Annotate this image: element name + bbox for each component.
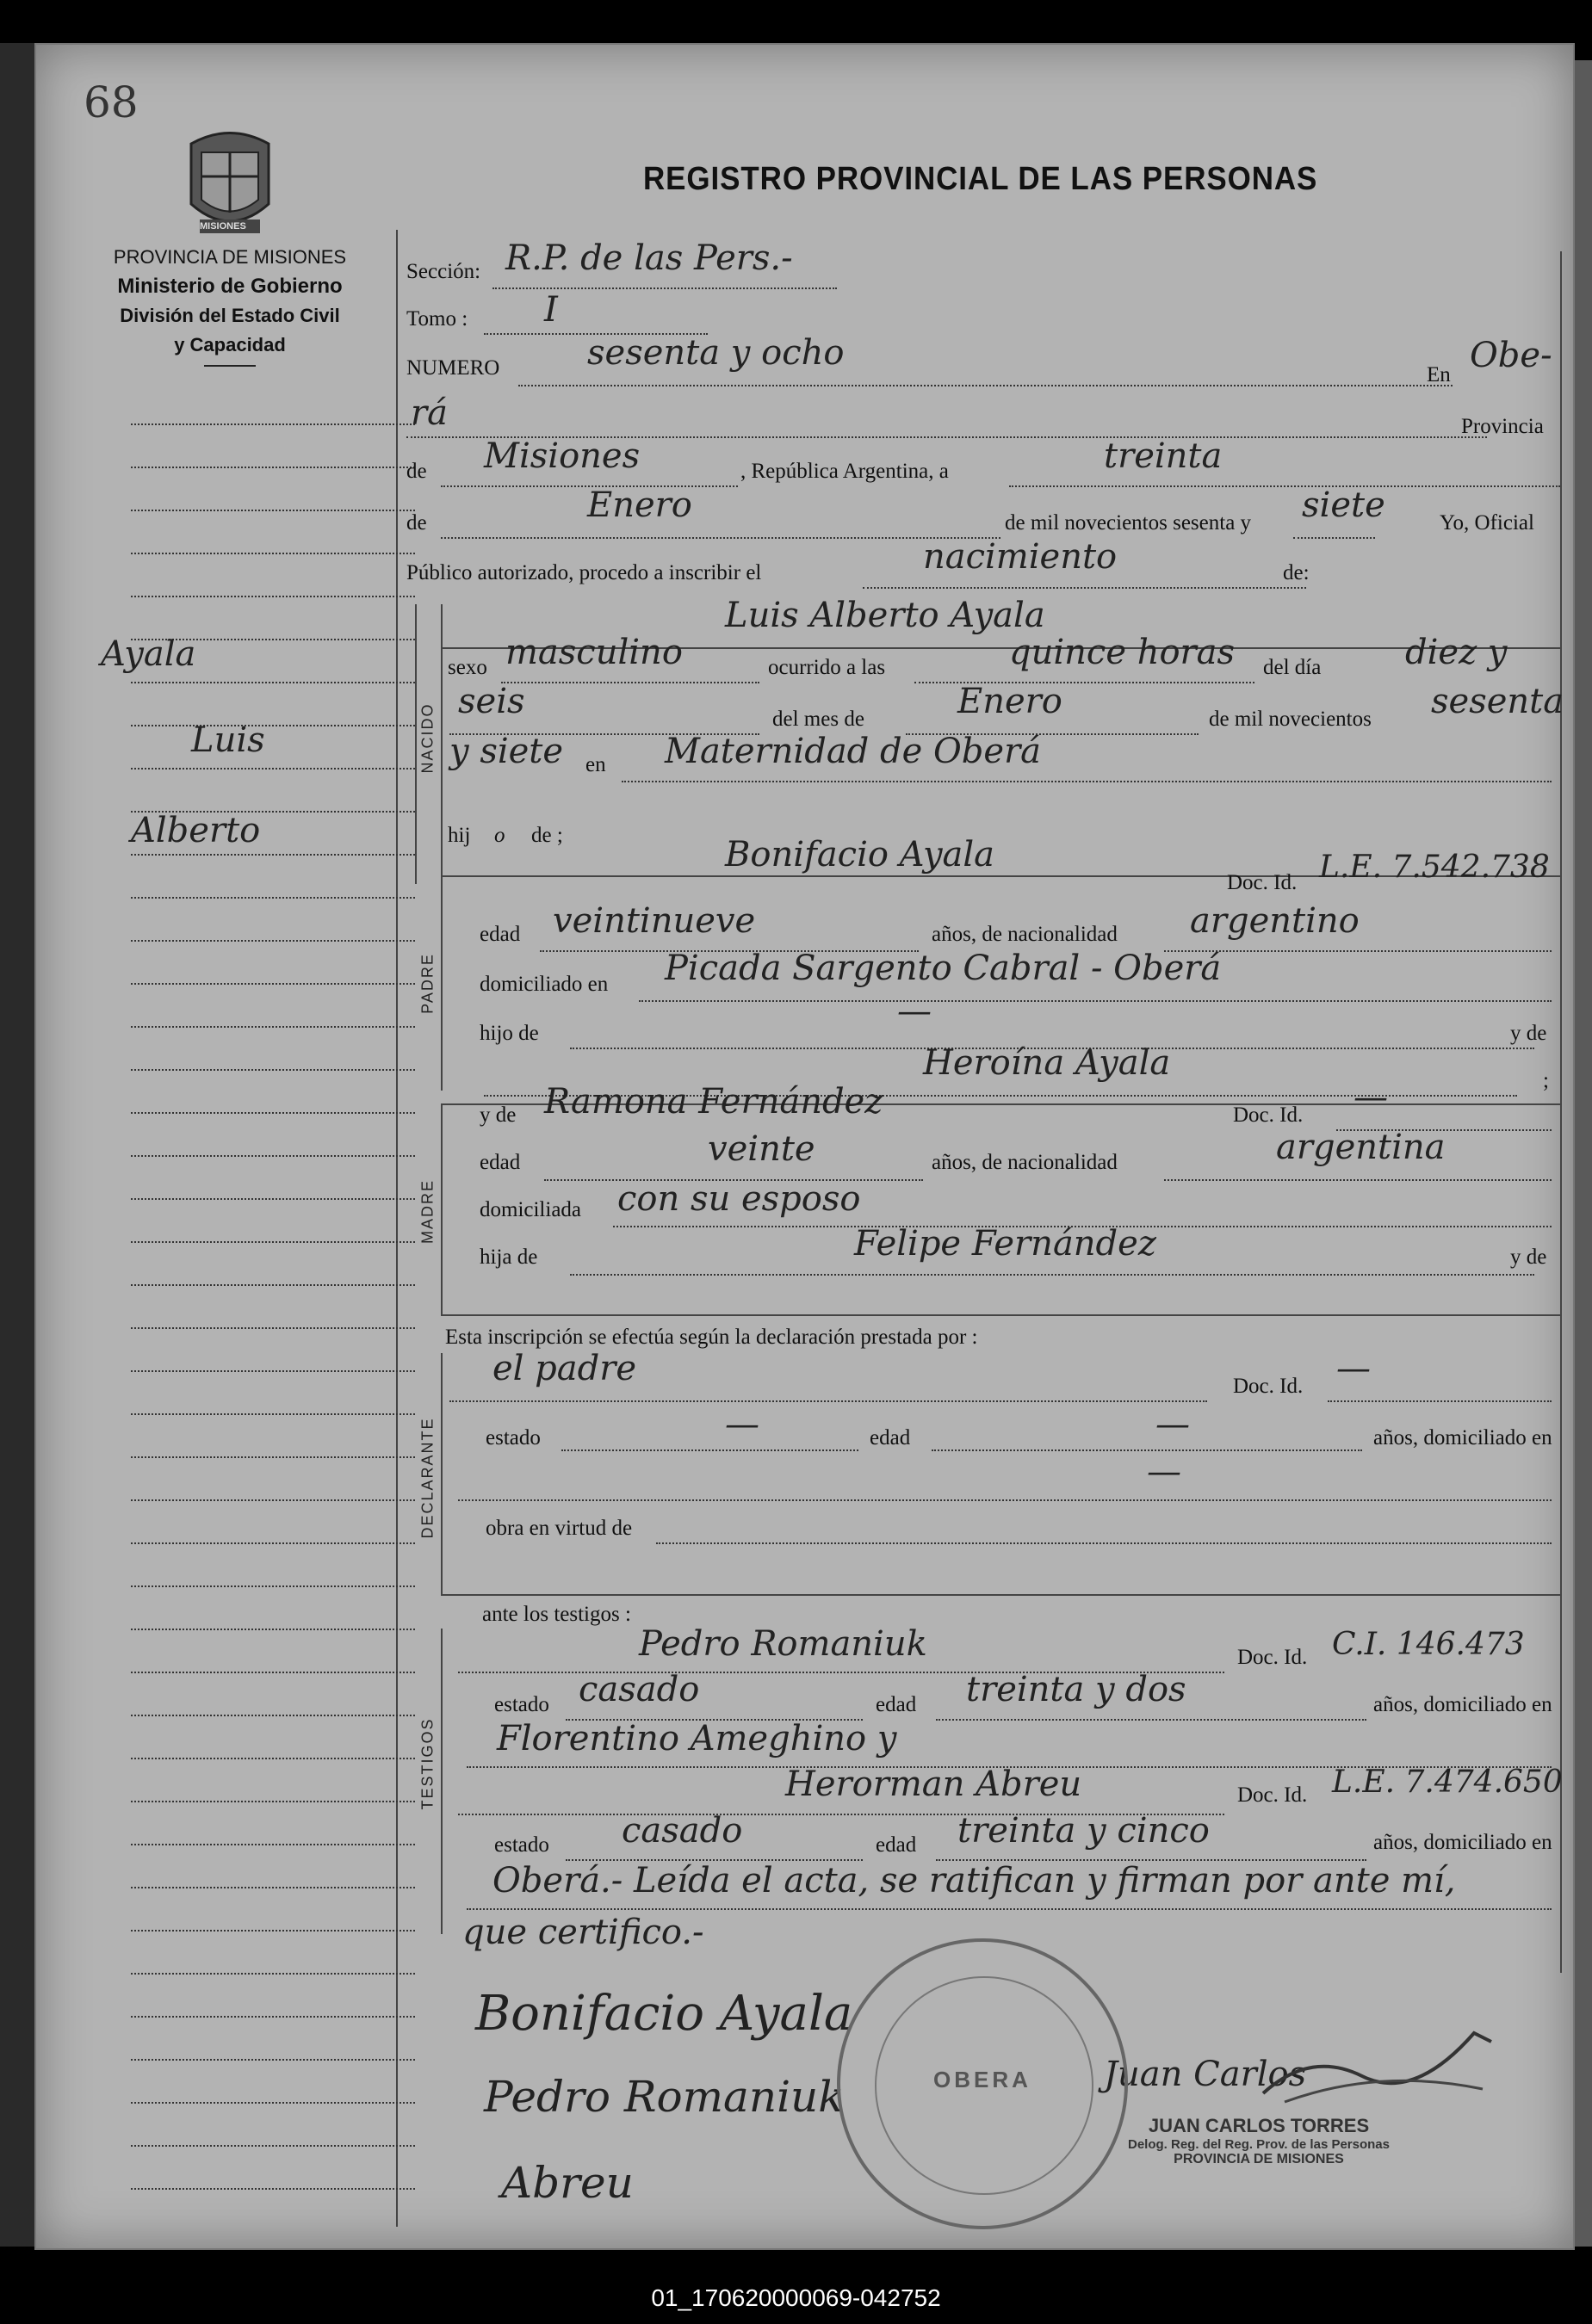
testigo2-anos-label: años, domiciliado en — [1373, 1831, 1552, 1854]
declarante-value: el padre — [492, 1349, 637, 1388]
declarante-edad-value: — — [1155, 1405, 1190, 1444]
provincia-label: Provincia — [1461, 415, 1544, 438]
section-madre: MADRE — [418, 1179, 437, 1245]
sexo-value: masculino — [505, 633, 683, 672]
testigo2-doc-label: Doc. Id. — [1237, 1783, 1308, 1807]
official-block — [1095, 2115, 1422, 2167]
stamp-center-text: OBERA — [933, 2067, 1031, 2092]
register-page — [34, 43, 1575, 2250]
issuer-block — [75, 243, 385, 367]
tomo-value: I — [544, 290, 558, 330]
official-title: Delog. Reg. del Reg. Prov. de las Personas — [1128, 2137, 1390, 2152]
declarante-anos-label: años, domiciliado en — [1373, 1426, 1552, 1449]
madre-nac-value: argentina — [1276, 1128, 1446, 1167]
de-colon-label: de: — [1283, 561, 1310, 584]
book-spine — [0, 43, 34, 2247]
official-name: JUAN CARLOS TORRES — [1148, 2115, 1370, 2136]
signature-flourish — [1259, 2016, 1500, 2115]
padre-nac-value: argentino — [1190, 901, 1360, 941]
sexo-label: sexo — [448, 656, 487, 679]
padre-doc-value: L.E. 7.542.738 — [1319, 850, 1550, 885]
declarante-dom-value: — — [1147, 1452, 1181, 1492]
testigo1-dom-value: Florentino Ameghino y — [497, 1719, 897, 1758]
testigo2-doc-value: L.E. 7.474.650 — [1332, 1765, 1563, 1800]
testigo2-estado-value: casado — [622, 1811, 743, 1851]
margin-surname: Ayala — [101, 634, 196, 674]
margin-name2: Alberto — [131, 811, 261, 850]
numero-label: NUMERO — [406, 356, 500, 380]
cierre-line2: que certifico.- — [462, 1913, 704, 1952]
testigo1-anos-label: años, domiciliado en — [1373, 1693, 1552, 1716]
declaracion-label: Esta inscripción se efectúa según la declaración prestada por : — [445, 1326, 978, 1349]
lugar-nac-value: Maternidad de Oberá — [665, 732, 1042, 771]
publico-label: Público autorizado, procedo a inscribir el — [406, 561, 762, 584]
issuer-line3: División del Estado Civil — [120, 305, 340, 326]
acto-value: nacimiento — [923, 537, 1118, 577]
testigo1-doc-label: Doc. Id. — [1237, 1646, 1308, 1669]
padre-y-de-label: y de — [1510, 1022, 1547, 1045]
margin-rule — [396, 230, 398, 2227]
signature-1: Bonifacio Ayala — [475, 1986, 853, 2042]
section-declarante: DECLARANTE — [418, 1417, 437, 1539]
en-value: Obe- — [1470, 336, 1552, 375]
section-testigos: TESTIGOS — [418, 1717, 437, 1810]
cierre-line1: Oberá.- Leída el acta, se ratifican y firman por ante mí, — [492, 1861, 1456, 1901]
madre-hija-label: hija de — [480, 1245, 538, 1269]
provincia-value: Misiones — [484, 436, 641, 476]
testigo1-edad-label: edad — [876, 1693, 917, 1716]
hora-value: quince horas — [1009, 633, 1236, 672]
obra-virtud-label: obra en virtud de — [486, 1517, 633, 1540]
testigo1-estado-label: estado — [494, 1693, 549, 1716]
tomo-label: Tomo : — [406, 307, 468, 331]
margin-name1: Luis — [191, 720, 265, 760]
padre-anos-label: años, de nacionalidad — [932, 923, 1118, 946]
madre-y-de-label: y de — [480, 1103, 517, 1127]
en-value-cont: rá — [411, 393, 448, 433]
official-stamp — [837, 1938, 1128, 2229]
de-label-2: de — [406, 511, 427, 535]
del-mes-label: del mes de — [772, 708, 864, 731]
padre-doc-label: Doc. Id. — [1227, 871, 1298, 894]
testigo1-edad-value: treinta y dos — [966, 1670, 1186, 1709]
section-padre: PADRE — [418, 953, 437, 1014]
padre-dom-label: domiciliado en — [480, 973, 609, 996]
declarante-edad-label: edad — [870, 1426, 911, 1449]
testigo2-estado-label: estado — [494, 1833, 549, 1857]
mes-acta-value: Enero — [587, 485, 692, 525]
ocurrido-label: ocurrido a las — [768, 656, 886, 679]
madre-dom-label: domiciliada — [480, 1198, 582, 1221]
issuer-line2: Ministerio de Gobierno — [117, 275, 343, 298]
yo-oficial-label: Yo, Oficial — [1440, 511, 1534, 535]
testigo1-doc-value: C.I. 146.473 — [1332, 1627, 1525, 1662]
padre-hijo-value: — — [897, 992, 932, 1031]
anio-acta-value: siete — [1302, 485, 1385, 525]
official-province: PROVINCIA DE MISIONES — [1174, 2152, 1344, 2166]
right-rule — [1560, 251, 1562, 1973]
de-label-1: de — [406, 460, 427, 483]
madre-doc-value: — — [1354, 1078, 1388, 1117]
padre-semicolon: ; — [1543, 1069, 1549, 1092]
anio-nac-cont: y siete — [449, 732, 564, 771]
padre-dom-value: Picada Sargento Cabral - Oberá — [665, 949, 1222, 988]
padre-edad-value: veintinueve — [553, 901, 756, 941]
seal-text: MISIONES — [200, 221, 246, 232]
testigo1-value: Pedro Romaniuk — [639, 1624, 927, 1664]
declarante-doc-label: Doc. Id. — [1233, 1375, 1304, 1398]
dia-nac-cont: seis — [458, 682, 525, 721]
declarante-estado-label: estado — [486, 1426, 541, 1449]
signature-3: Abreu — [501, 2158, 634, 2208]
testigo2-edad-value: treinta y cinco — [957, 1811, 1210, 1851]
section-nacido: NACIDO — [418, 702, 437, 774]
de-mil-nov-label: de mil novecientos — [1209, 708, 1372, 731]
padre-y-de-value: Heroína Ayala — [923, 1043, 1171, 1083]
hij-label: hij — [448, 824, 471, 847]
numero-value: sesenta y ocho — [587, 333, 845, 373]
nombre-value: Luis Alberto Ayala — [725, 596, 1045, 635]
signature-official: Juan Carlos — [1104, 2055, 1307, 2094]
testigos-label: ante los testigos : — [482, 1603, 631, 1626]
mil-nov-label: de mil novecientos sesenta y — [1005, 511, 1252, 535]
page-title: REGISTRO PROVINCIAL DE LAS PERSONAS — [643, 161, 1318, 197]
madre-hija-value: Felipe Fernández — [854, 1224, 1156, 1264]
anio-nac-value: sesenta — [1431, 682, 1564, 721]
hij-o-value: o — [494, 824, 505, 847]
testigo2-value: Herorman Abreu — [785, 1765, 1082, 1804]
seccion-label: Sección: — [406, 260, 481, 283]
en-lower-label: en — [585, 753, 606, 776]
testigo1-estado-value: casado — [579, 1670, 700, 1709]
madre-edad-label: edad — [480, 1151, 521, 1174]
seccion-value: R.P. de las Pers.- — [505, 238, 793, 278]
padre-hijo-label: hijo de — [480, 1022, 539, 1045]
padre-nombre-value: Bonifacio Ayala — [725, 835, 995, 875]
issuer-line4: y Capacidad — [174, 334, 286, 355]
de-semicolon-label: de ; — [531, 824, 563, 847]
madre-anos-label: años, de nacionalidad — [932, 1151, 1118, 1174]
madre-edad-value: veinte — [708, 1129, 815, 1169]
declarante-doc-value: — — [1336, 1349, 1371, 1388]
mes-nac-value: Enero — [957, 682, 1062, 721]
image-id-footer: 01_170620000069-042752 — [0, 2277, 1592, 2324]
folio-number: 68 — [84, 77, 139, 127]
issuer-line1: PROVINCIA DE MISIONES — [113, 246, 347, 268]
madre-nombre-value: Ramona Fernández — [544, 1082, 883, 1122]
en-label: En — [1427, 363, 1451, 386]
testigo2-edad-label: edad — [876, 1833, 917, 1857]
madre-doc-label: Doc. Id. — [1233, 1103, 1304, 1127]
dia-nac-value: diez y — [1405, 633, 1508, 672]
madre-y-de-label2: y de — [1510, 1245, 1547, 1269]
del-dia-label: del día — [1263, 656, 1322, 679]
republica-label: , República Argentina, a — [740, 460, 949, 483]
dia-acta-value: treinta — [1104, 436, 1223, 476]
padre-edad-label: edad — [480, 923, 521, 946]
declarante-estado-value: — — [725, 1405, 759, 1444]
madre-dom-value: con su esposo — [617, 1179, 861, 1219]
signature-2: Pedro Romaniuk — [484, 2072, 845, 2122]
